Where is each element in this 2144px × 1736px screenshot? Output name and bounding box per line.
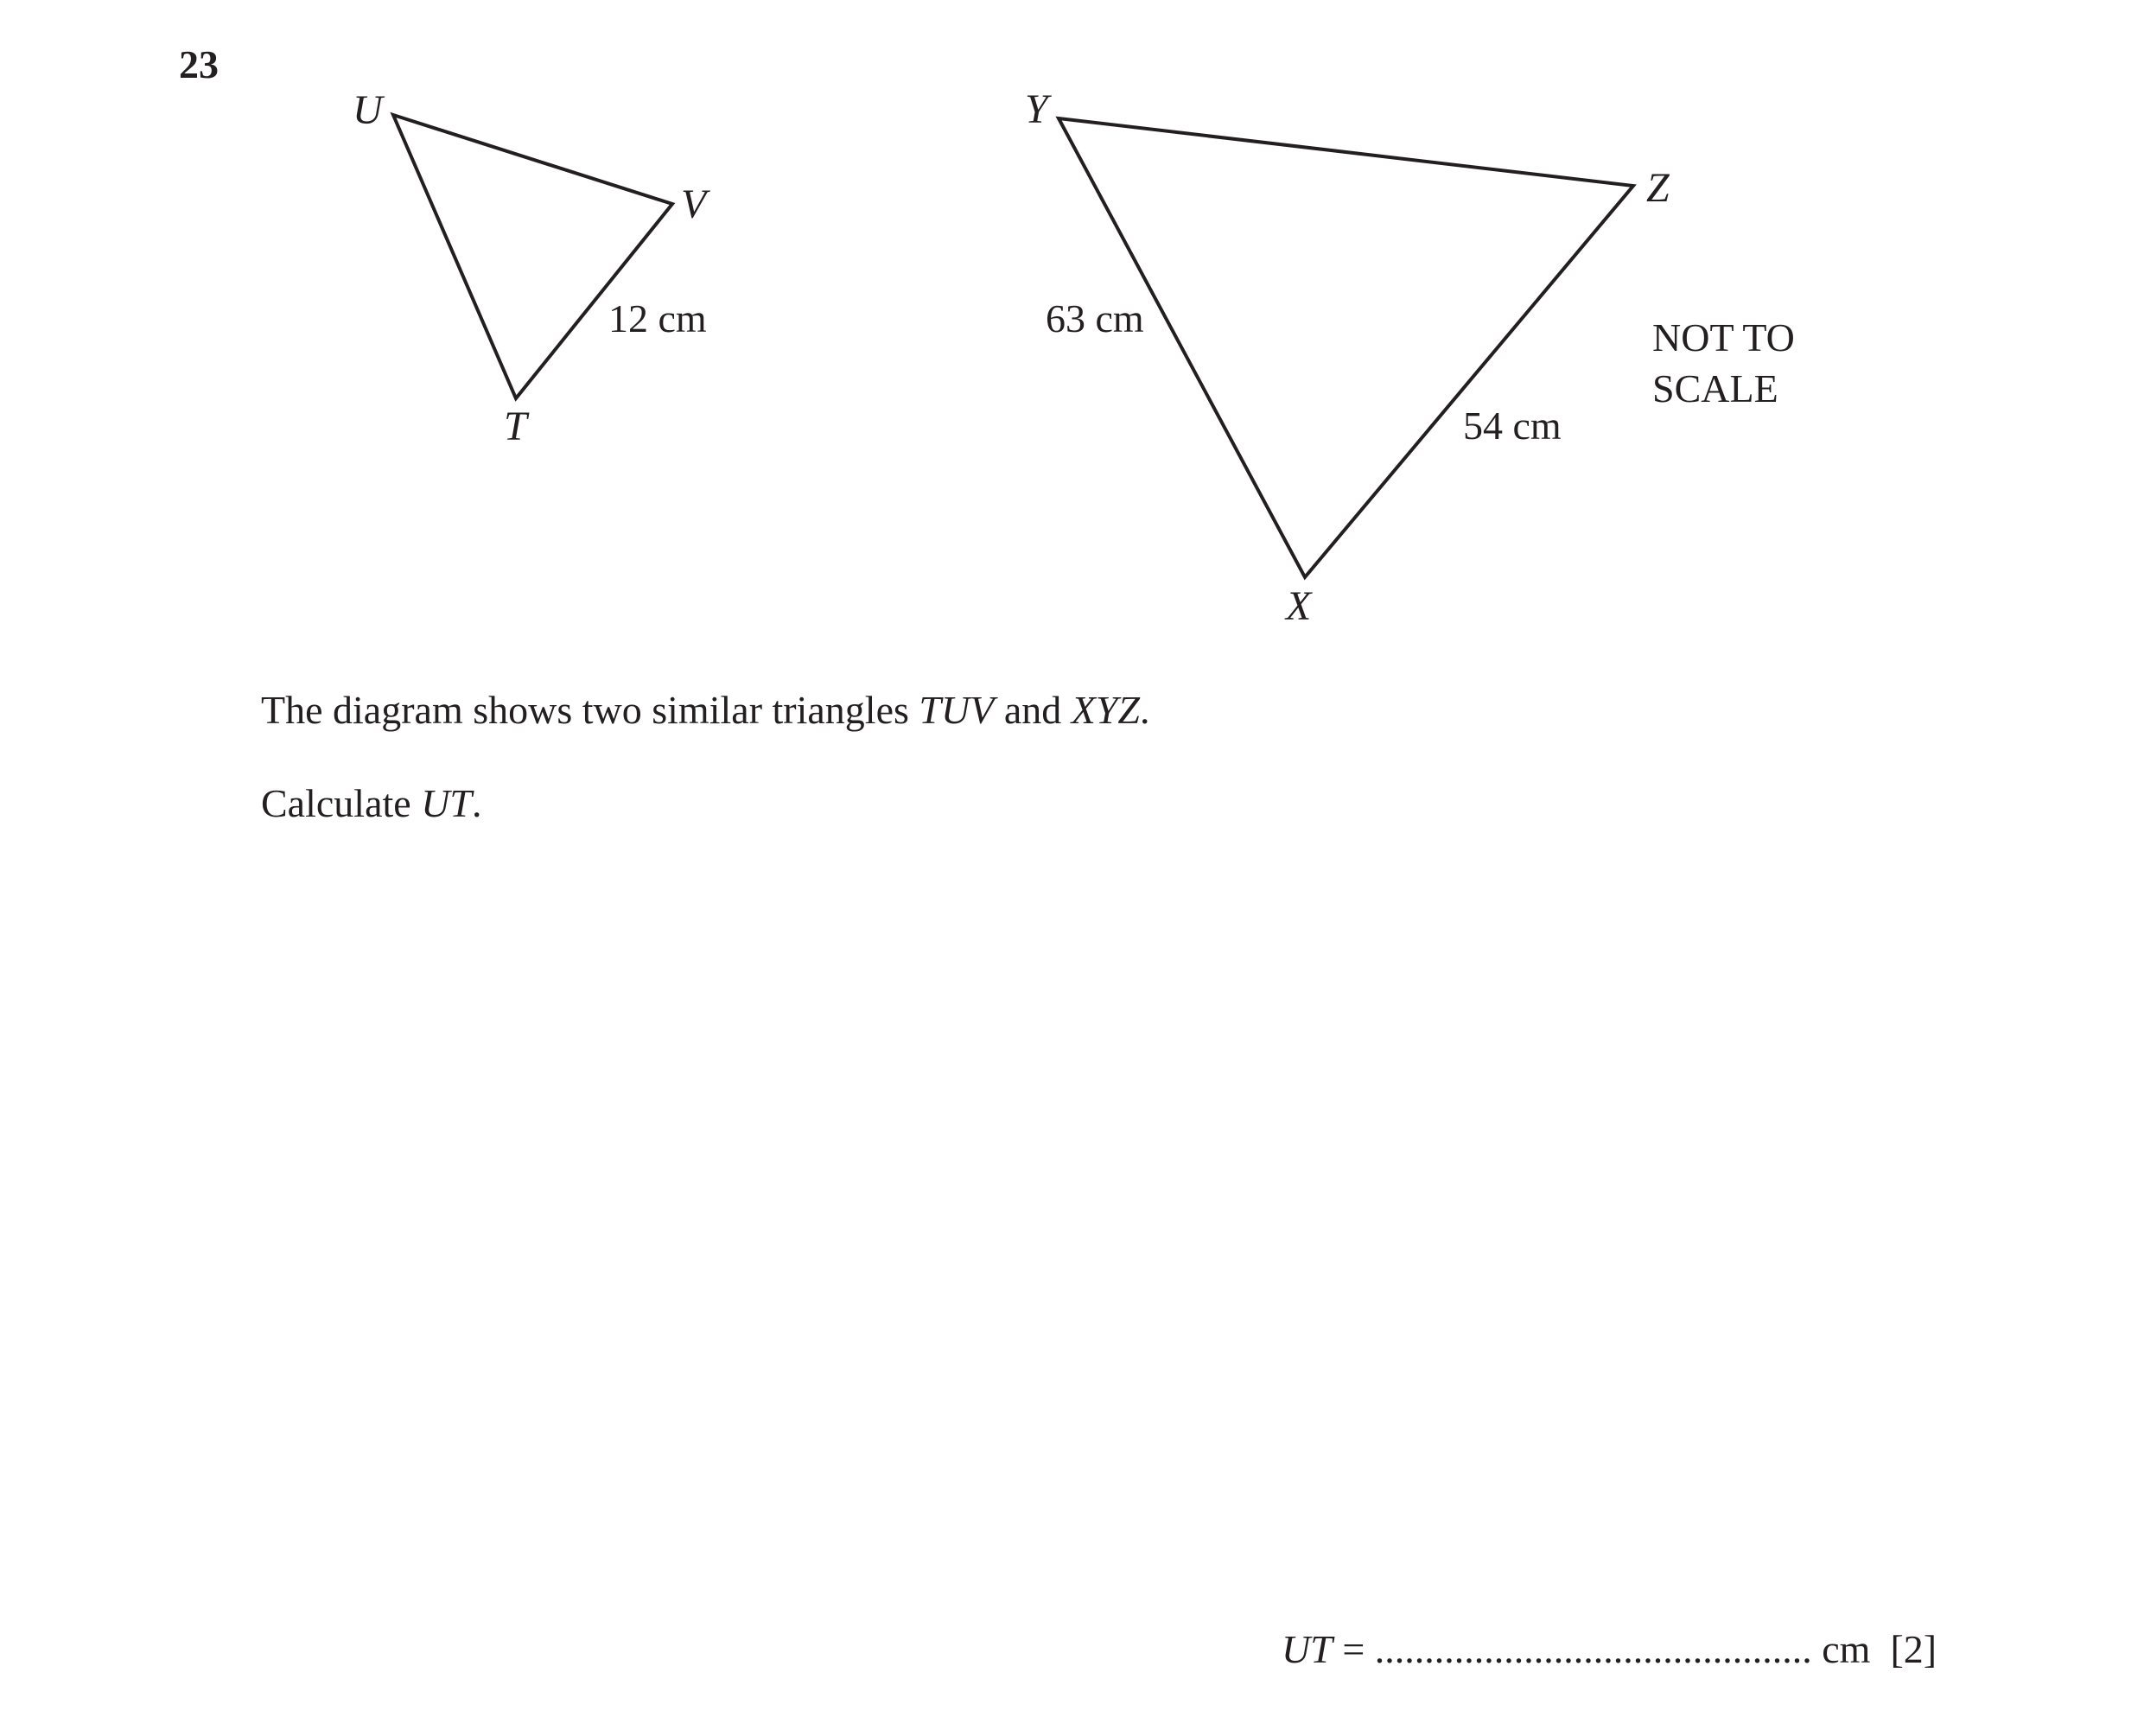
instruction-prefix: Calculate	[261, 781, 422, 825]
triangle-name-tuv: TUV	[919, 688, 995, 732]
similar-triangles-diagram	[0, 0, 2144, 657]
vertex-label-y: Y	[1025, 86, 1048, 132]
vertex-label-t: T	[504, 404, 527, 449]
statement-prefix: The diagram shows two similar triangles	[261, 688, 919, 732]
instruction-suffix: .	[472, 781, 482, 825]
vertex-label-x: X	[1286, 583, 1312, 629]
question-instruction	[261, 780, 482, 826]
question-statement	[261, 687, 1150, 733]
not-to-scale-line2: SCALE	[1652, 366, 1778, 410]
question-number: 23	[179, 42, 219, 86]
statement-middle: and	[994, 688, 1072, 732]
answer-field[interactable]: ............................................	[1374, 1627, 1812, 1671]
answer-equals: =	[1332, 1627, 1375, 1671]
triangle-name-xyz: XYZ	[1071, 688, 1140, 732]
vertex-label-v: V	[681, 181, 707, 227]
vertex-label-z: Z	[1646, 165, 1670, 211]
answer-marks: [2]	[1890, 1627, 1937, 1671]
side-label-tv: 12 cm	[608, 296, 707, 340]
side-label-xz: 54 cm	[1463, 404, 1562, 448]
instruction-target: UT	[421, 781, 473, 825]
side-label-xy: 63 cm	[1046, 296, 1144, 340]
triangle-tuv	[353, 87, 710, 449]
triangle-xyz-outline	[1059, 118, 1633, 577]
not-to-scale-line1: NOT TO	[1652, 315, 1795, 359]
triangle-xyz	[1025, 86, 1670, 629]
answer-line	[1282, 1626, 1937, 1672]
answer-unit: cm	[1811, 1627, 1871, 1671]
statement-suffix: .	[1140, 688, 1150, 732]
vertex-label-u: U	[353, 87, 383, 133]
triangle-tuv-outline	[393, 115, 672, 398]
answer-lhs: UT	[1282, 1627, 1333, 1671]
